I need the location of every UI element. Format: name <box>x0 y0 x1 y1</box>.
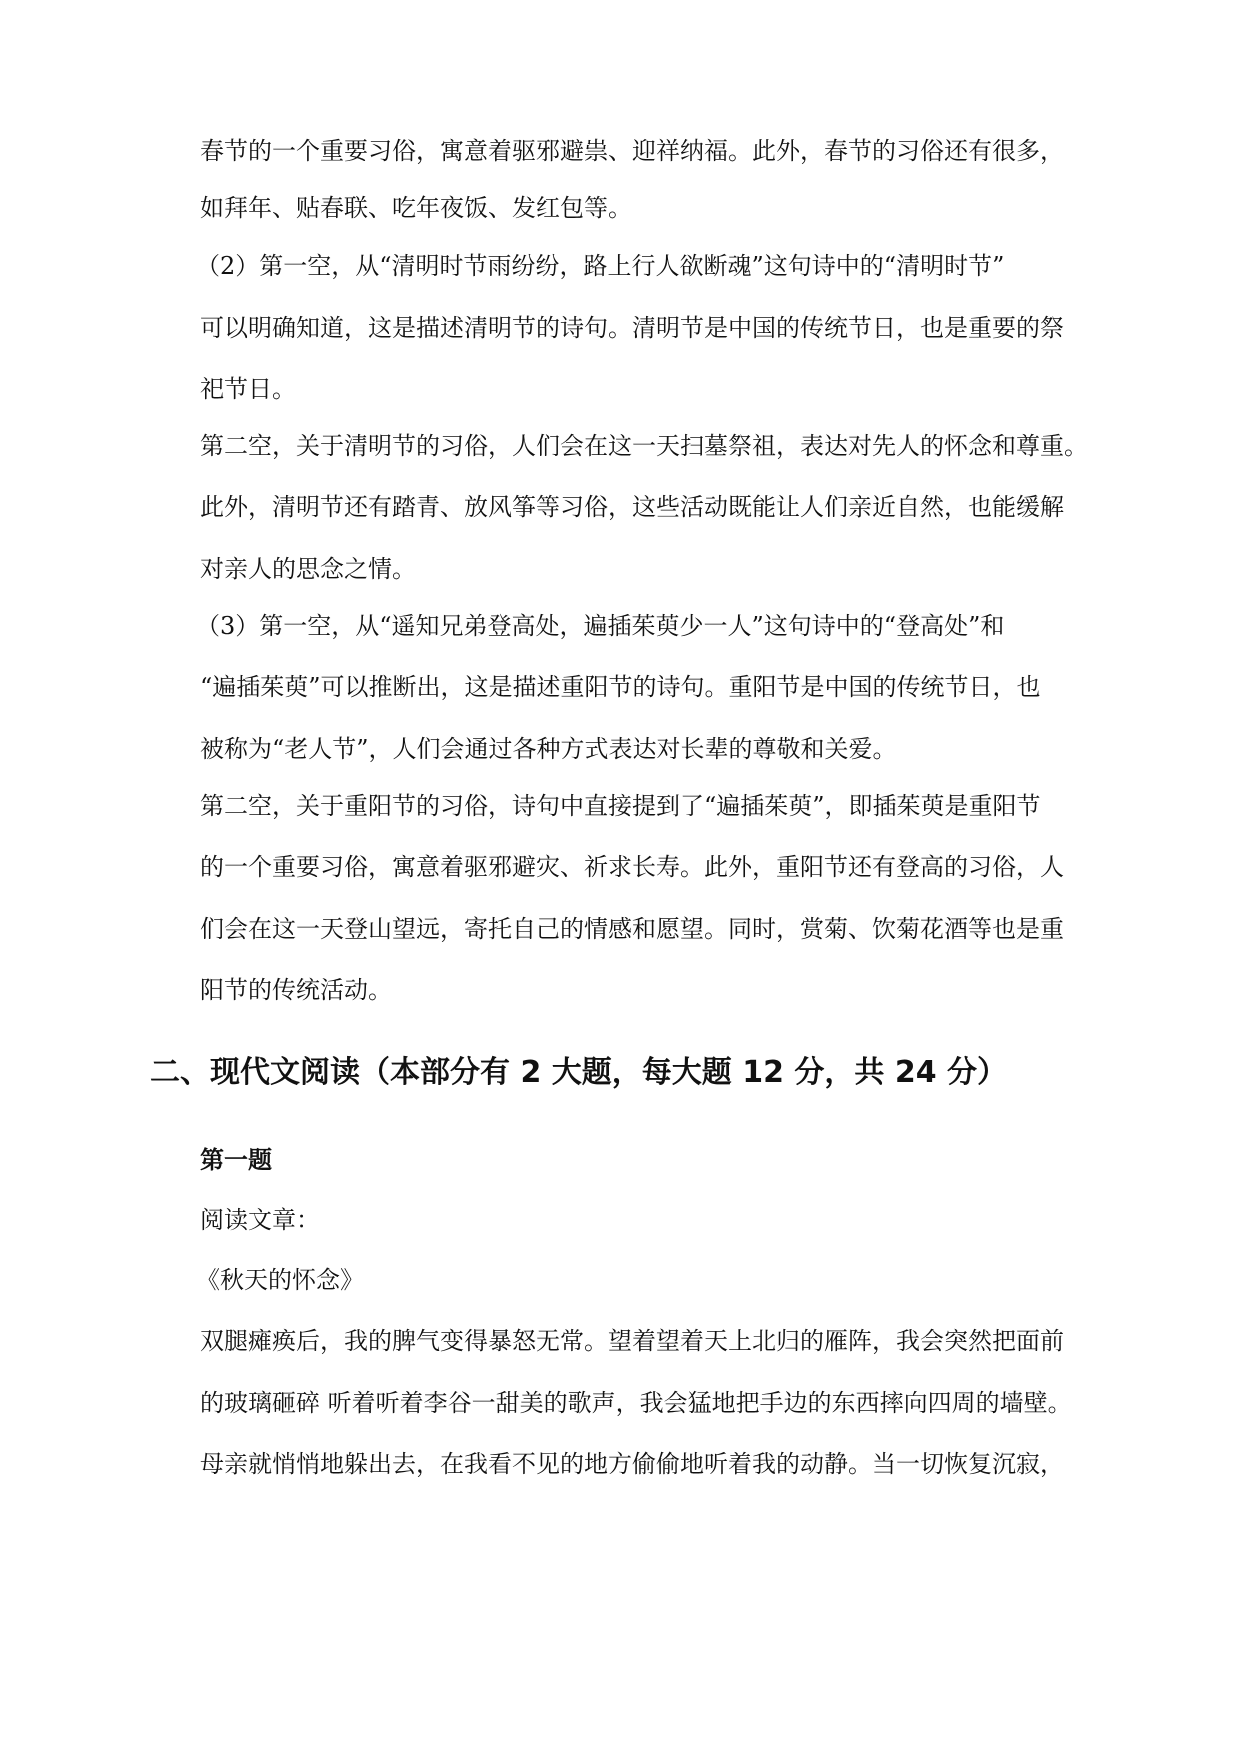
answer-3-line-6: 们会在这一天登山望远，寄托自己的情感和愿望。同时，赏菊、饮菊花酒等也是重 <box>200 915 1064 943</box>
reading-instruction: 阅读文章： <box>200 1206 320 1234</box>
answer-3-line-5: 的一个重要习俗，寓意着驱邪避灾、祈求长寿。此外，重阳节还有登高的习俗，人 <box>200 853 1064 881</box>
answer-2-line-6: 对亲人的思念之情。 <box>200 555 416 583</box>
answer-2-line-4: 第二空，关于清明节的习俗，人们会在这一天扫墓祭祖，表达对先人的怀念和尊重。 <box>200 432 1088 460</box>
answer-3-line-7: 阳节的传统活动。 <box>200 976 392 1004</box>
answer-2-line-5: 此外，清明节还有踏青、放风筝等习俗，这些活动既能让人们亲近自然，也能缓解 <box>200 493 1064 521</box>
section-heading: 二、现代文阅读（本部分有 2 大题，每大题 12 分，共 24 分） <box>150 1055 1008 1090</box>
continued-answer-line-1: 春节的一个重要习俗，寓意着驱邪避祟、迎祥纳福。此外，春节的习俗还有很多， <box>200 137 1064 165</box>
article-title: 《秋天的怀念》 <box>196 1266 364 1294</box>
article-line-2: 的玻璃砸碎 听着听着李谷一甜美的歌声，我会猛地把手边的东西摔向四周的墙壁。 <box>200 1389 1072 1417</box>
answer-3-line-2: “遍插茱萸”可以推断出，这是描述重阳节的诗句。重阳节是中国的传统节日，也 <box>200 673 1041 701</box>
answer-3-line-1: （3）第一空，从“遥知兄弟登高处，遍插茱萸少一人”这句诗中的“登高处”和 <box>196 612 1005 640</box>
continued-answer-line-2: 如拜年、贴春联、吃年夜饭、发红包等。 <box>200 194 632 222</box>
article-line-3: 母亲就悄悄地躲出去，在我看不见的地方偷偷地听着我的动静。当一切恢复沉寂， <box>200 1450 1064 1478</box>
answer-2-line-3: 祀节日。 <box>200 375 296 403</box>
answer-3-line-4: 第二空，关于重阳节的习俗，诗句中直接提到了“遍插茱萸”，即插茱萸是重阳节 <box>200 792 1041 820</box>
answer-2-line-2: 可以明确知道，这是描述清明节的诗句。清明节是中国的传统节日，也是重要的祭 <box>200 314 1064 342</box>
question-title: 第一题 <box>200 1146 272 1174</box>
answer-2-line-1: （2）第一空，从“清明时节雨纷纷，路上行人欲断魂”这句诗中的“清明时节” <box>196 252 1005 280</box>
answer-3-line-3: 被称为“老人节”，人们会通过各种方式表达对长辈的尊敬和关爱。 <box>200 735 897 763</box>
article-line-1: 双腿瘫痪后，我的脾气变得暴怒无常。望着望着天上北归的雁阵，我会突然把面前 <box>200 1327 1064 1355</box>
